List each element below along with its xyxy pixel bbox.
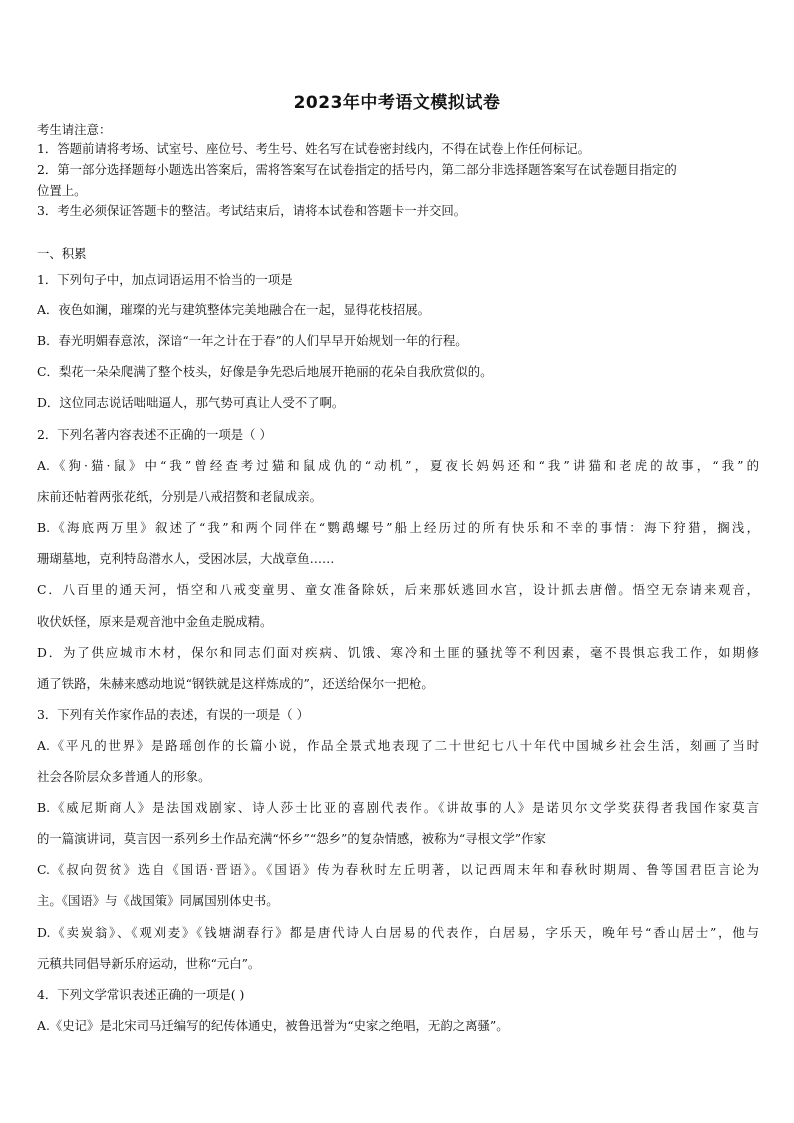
option-line: 珊瑚墓地，克利特岛潜水人，受困冰层，大战章鱼…… bbox=[37, 551, 335, 566]
option-line: A.《平凡的世界》是路瑶创作的长篇小说，作品全景式地表现了二十世纪七八十年代中国城乡社会生活，刻画了当时 bbox=[37, 738, 759, 753]
option-line: D．这位同志说话咄咄逼人，那气势可真让人受不了啊。 bbox=[37, 395, 345, 410]
section-heading: 一、积累 bbox=[37, 246, 87, 261]
option-line: 通了铁路，朱赫来感动地说“钢铁就是这样炼成的”，还送给保尔一把枪。 bbox=[37, 676, 434, 691]
option-line: B.《海底两万里》叙述了“我”和两个同伴在“鹦鹉螺号”船上经历过的所有快乐和不幸的事情：海下狩猎，搁浅， bbox=[37, 520, 759, 535]
option-line: 收伏妖怪，原来是观音池中金鱼走脱成精。 bbox=[37, 614, 273, 629]
notice-item: 3．考生必须保证答题卡的整洁。考试结束后，请将本试卷和答题卡一并交回。 bbox=[37, 203, 467, 218]
option-line: A.《史记》是北宋司马迁编写的纪传体通史，被鲁迅誉为“史家之绝唱，无韵之离骚”。 bbox=[37, 1018, 509, 1033]
notice-item: 位置上。 bbox=[37, 183, 87, 198]
option-line: 社会各阶层众多普通人的形象。 bbox=[37, 769, 211, 784]
question-line: 1．下列句子中，加点词语运用不恰当的一项是 bbox=[37, 272, 293, 287]
option-line: C．梨花一朵朵爬满了整个枝头，好像是争先恐后地展开艳丽的花朵自我欣赏似的。 bbox=[37, 364, 493, 379]
option-line: 的一篇演讲词，莫言因一系列乡土作品充满“怀乡”“怨乡”的复杂情感，被称为“寻根文学”作家 bbox=[37, 831, 546, 846]
notice-item: 2．第一部分选择题每小题选出答案后，需将答案写在试卷指定的括号内，第二部分非选择题答案写在试卷题目指定的 bbox=[37, 162, 677, 177]
option-line: D.《卖炭翁》、《观刈麦》《钱塘湖春行》都是唐代诗人白居易的代表作，白居易，字乐天，晚年号“香山居士”，他与 bbox=[37, 925, 759, 940]
question-line: 3．下列有关作家作品的表述，有误的一项是（ ） bbox=[37, 707, 310, 722]
option-line: B.《威尼斯商人》是法国戏剧家、诗人莎士比亚的喜剧代表作。《讲故事的人》是诺贝尔文学奖获得者我国作家莫言 bbox=[37, 800, 759, 815]
option-line: D．为了供应城市木材，保尔和同志们面对疾病、饥饿、寒冷和土匪的骚扰等不利因素，毫不畏惧忘我工作，如期修 bbox=[37, 645, 759, 660]
notice-heading: 考生请注意： bbox=[37, 122, 112, 137]
option-line: A．夜色如澜，璀璨的光与建筑整体完美地融合在一起，显得花枝招展。 bbox=[37, 302, 431, 317]
page-title: 2023年中考语文模拟试卷 bbox=[293, 93, 501, 113]
option-line: 床前还帖着两张花纸，分别是八戒招赘和老鼠成亲。 bbox=[37, 489, 322, 504]
option-line: C．八百里的通天河，悟空和八戒变童男、童女准备除妖，后来那妖逃回水宫，设计抓去唐僧。悟空无奈请来观音， bbox=[37, 582, 759, 597]
notice-item: 1．答题前请将考场、试室号、座位号、考生号、姓名写在试卷密封线内，不得在试卷上作任何标记。 bbox=[37, 141, 591, 156]
option-line: C.《叔向贺贫》选自《国语·晋语》。《国语》传为春秋时左丘明著，以记西周末年和春秋时期周、鲁等国君臣言论为 bbox=[37, 862, 759, 877]
question-line: 4．下列文学常识表述正确的一项是( ) bbox=[37, 987, 245, 1002]
option-line: A.《狗·猫·鼠》中“我”曾经查考过猫和鼠成仇的“动机”，夏夜长妈妈还和“我”讲猫和老虎的故事，“我”的 bbox=[37, 458, 759, 473]
option-line: 主。《国语》与《战国策》同属国别体史书。 bbox=[37, 893, 279, 908]
question-line: 2．下列名著内容表述不正确的一项是（ ） bbox=[37, 427, 272, 442]
option-line: 元稹共同倡导新乐府运动，世称“元白”。 bbox=[37, 956, 261, 971]
option-line: B．春光明媚春意浓，深谙“一年之计在于春”的人们早早开始规划一年的行程。 bbox=[37, 333, 468, 348]
